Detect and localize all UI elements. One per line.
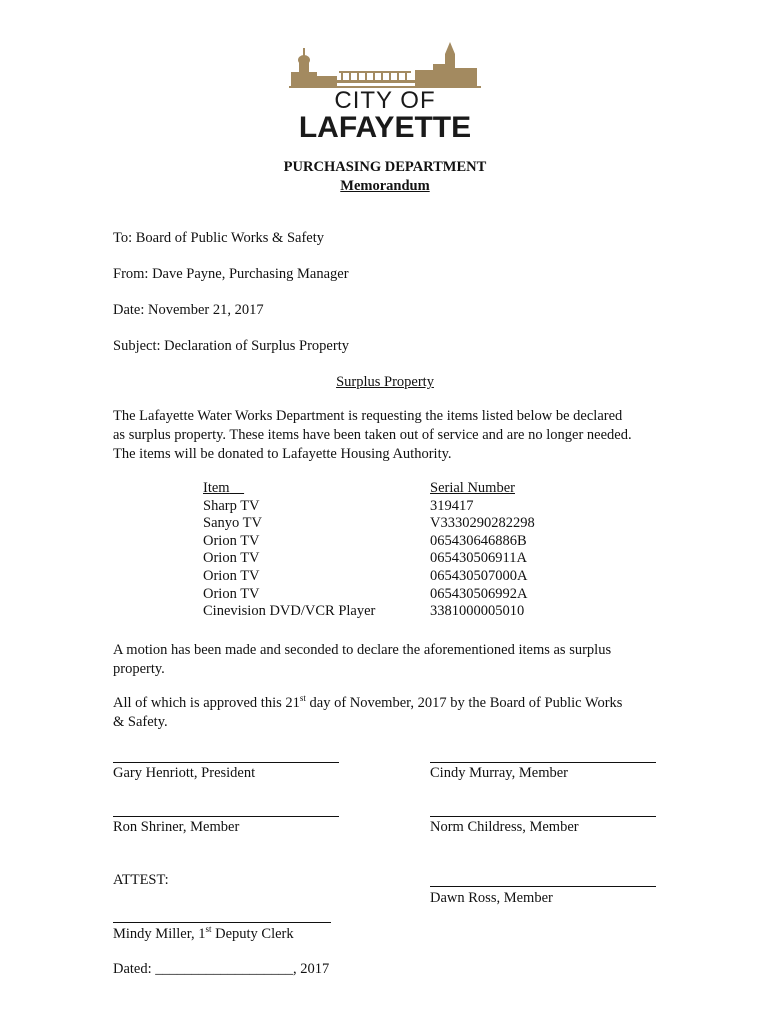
table-row-serial: 319417: [430, 497, 474, 514]
table-row-item: Orion TV: [203, 532, 260, 549]
dated-year: , 2017: [293, 961, 330, 977]
clerk-sup: st: [205, 924, 212, 934]
signature-line-clerk: [113, 922, 331, 923]
memo-to: To: Board of Public Works & Safety: [113, 230, 325, 246]
motion-line: property.: [113, 661, 165, 677]
clerk-name: Mindy Miller, 1: [113, 926, 206, 942]
intro-line: as surplus property. These items have been taken out of service and are no longer needed.: [113, 427, 632, 443]
signature-line-member1: [430, 762, 656, 763]
dated-line: [113, 961, 329, 978]
approval-text-b: day of November, 2017 by the Board of Public Works: [305, 695, 623, 711]
memo-from: From: Dave Payne, Purchasing Manager: [113, 266, 349, 282]
section-title: [0, 374, 770, 391]
signature-member2: Ron Shriner, Member: [113, 819, 240, 835]
items-column: [203, 480, 375, 621]
table-row-serial: 065430506992A: [430, 585, 528, 602]
signature-line-member4: [430, 886, 656, 887]
table-row-serial: 065430646886B: [430, 532, 527, 549]
signature-member3: Norm Childress, Member: [430, 819, 579, 835]
dated-blank: ___________________: [155, 961, 294, 977]
memo-subject: Subject: Declaration of Surplus Property: [113, 338, 349, 354]
memo-date: Date: November 21, 2017: [113, 302, 264, 318]
memo-heading: [0, 178, 770, 195]
signature-line-member3: [430, 816, 656, 817]
table-row-item: Orion TV: [203, 585, 260, 602]
approval-sup: st: [299, 693, 306, 703]
table-row-item: Orion TV: [203, 567, 260, 584]
motion-paragraph: [113, 641, 673, 679]
signature-member4: Dawn Ross, Member: [430, 890, 553, 906]
signature-clerk: [113, 926, 294, 943]
item-header: [203, 480, 375, 498]
table-row-item: Orion TV: [203, 550, 260, 567]
logo-line1: CITY OF: [334, 87, 436, 114]
clerk-title: Deputy Clerk: [211, 926, 294, 942]
signature-line-president: [113, 762, 339, 763]
memo-heading-text: Memorandum: [340, 178, 430, 194]
serial-header: [430, 480, 535, 498]
intro-line: The Lafayette Water Works Department is requesting the items listed below be declared: [113, 408, 623, 424]
table-row-serial: 065430507000A: [430, 567, 528, 584]
signature-member1: Cindy Murray, Member: [430, 765, 568, 781]
dated-label: Dated:: [113, 961, 156, 977]
table-row-item: Cinevision DVD/VCR Player: [203, 603, 376, 620]
approval-text-a: All of which is approved this 21: [113, 695, 300, 711]
logo-line2: LAFAYETTE: [298, 111, 472, 144]
motion-line: A motion has been made and seconded to declare the aforementioned items as surplus: [113, 642, 612, 658]
table-row-item: Sanyo TV: [203, 515, 262, 532]
intro-paragraph: [113, 407, 673, 464]
intro-line: The items will be donated to Lafayette Housing Authority.: [113, 446, 452, 462]
serial-header-text: Serial Number: [430, 480, 515, 496]
attest-label: ATTEST:: [113, 872, 169, 888]
signature-line-member2: [113, 816, 339, 817]
table-row-serial: V3330290282298: [430, 515, 535, 532]
table-row-serial: 3381000005010: [430, 603, 525, 620]
signature-president: Gary Henriott, President: [113, 765, 256, 781]
department-title: PURCHASING DEPARTMENT: [283, 159, 487, 175]
item-header-text: Item: [203, 480, 230, 496]
table-row-serial: 065430506911A: [430, 550, 527, 567]
skyline-graphic: [285, 40, 485, 88]
city-logo: [285, 40, 485, 144]
serial-column: [430, 480, 535, 621]
approval-line: [113, 694, 673, 713]
section-title-text: Surplus Property: [336, 374, 434, 390]
approval-paragraph: [113, 694, 673, 732]
table-row-item: Sharp TV: [203, 497, 260, 514]
approval-line-2: & Safety.: [113, 714, 168, 730]
